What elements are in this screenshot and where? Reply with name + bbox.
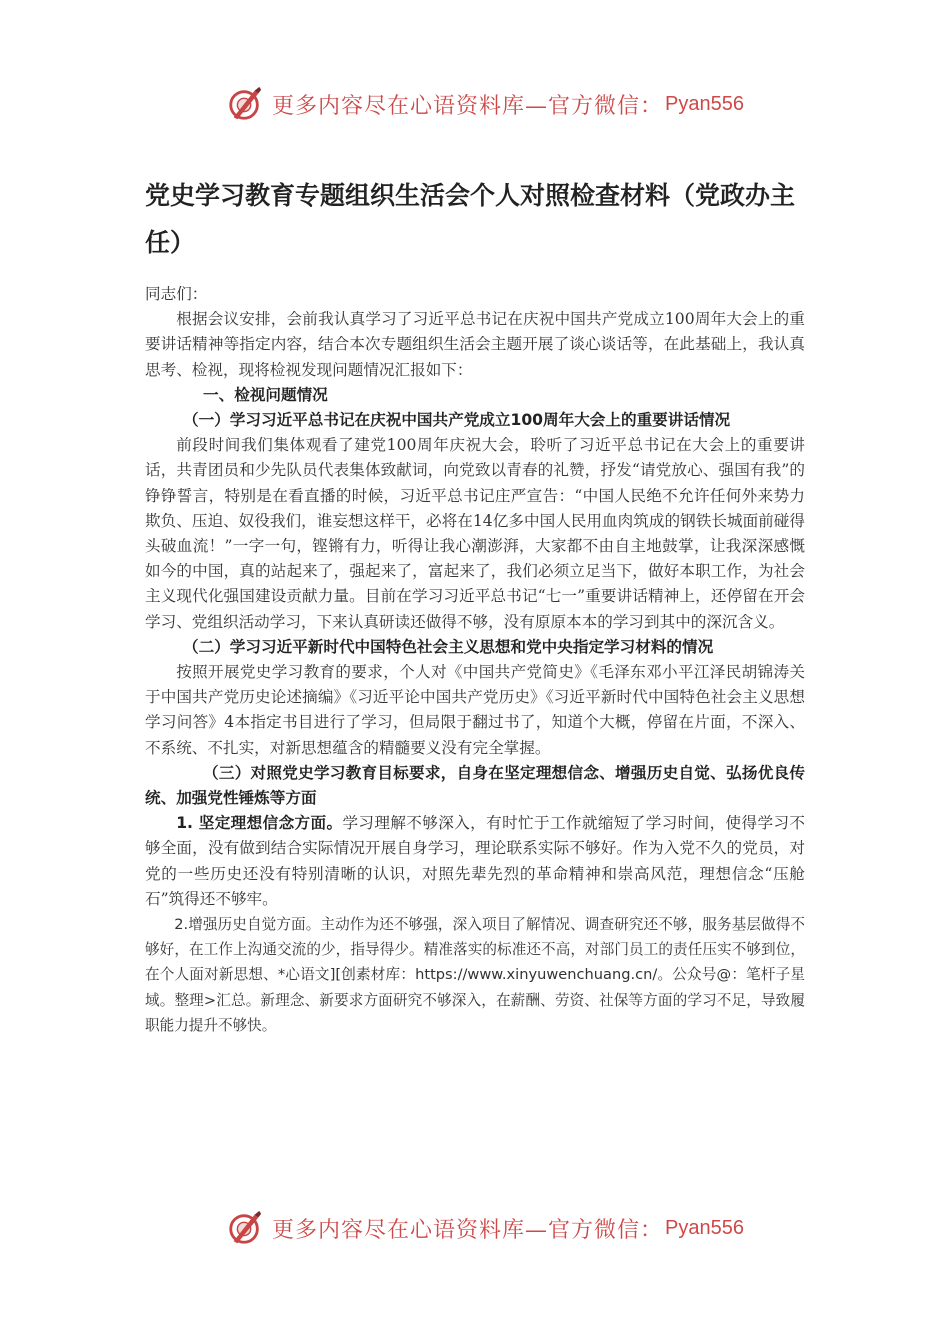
banner-text: 更多内容尽在心语资料库—官方微信： <box>272 1217 664 1243</box>
item-2-body: 主动作为还不够强，深入项目了解情况、调查研究还不够，服务基层做得不够好，在工作上沟通交流的少，指导得少。精准落实的标准还不高，对部门员工的责任压实不够到位，在个人面对新思想、*心语文][创素材库：https://www.xinyuwenchuang.cn/。公众号@：笔杆子星域。整理>汇总。新理念、新要求方面研究不够深入，在薪酬、劳资、社保等方面的学习不足，导致履职能力提升不够快。 <box>145 916 805 1034</box>
item-2-paragraph <box>145 912 805 1038</box>
subsection-body-2: 按照开展党史学习教育的要求，个人对《中国共产党简史》《毛泽东邓小平江泽民胡锦涛关于中国共产党历史论述摘编》《习近平论中国共产党历史》《习近平新时代中国特色社会主义思想学习问答》4本指定书目进行了学习，但局限于翻过书了，知道个大概，停留在片面，不深入、不系统、不扎实，对新思想蕴含的精髓要义没有完全掌握。 <box>145 663 805 757</box>
item-1-paragraph <box>145 811 805 912</box>
footer-banner[interactable] <box>226 1206 744 1250</box>
item-1-lead: 1. 坚定理想信念方面。 <box>176 814 343 833</box>
banner-text: 更多内容尽在心语资料库—官方微信： <box>272 93 664 119</box>
subsection-heading-2: （二）学习习近平新时代中国特色社会主义思想和党中央指定学习材料的情况 <box>183 637 714 656</box>
header-banner[interactable] <box>226 82 744 126</box>
banner-wechat-id: Pyan556 <box>665 1216 744 1239</box>
salutation: 同志们： <box>145 285 208 303</box>
item-1-body: 学习理解不够深入，有时忙于工作就缩短了学习时间，使得学习不够全面，没有做到结合实际情况开展自身学习，理论联系实际不够好。作为入党不久的党员，对党的一些历史还没有特别清晰的认识，对照先辈先烈的革命精神和崇高风范，理想信念“压舱石”筑得还不够牢。 <box>145 814 805 908</box>
subsection-heading-1: （一）学习习近平总书记在庆祝中国共产党成立100周年大会上的重要讲话情况 <box>183 411 731 430</box>
item-2-lead: 2.增强历史自觉方面。 <box>174 916 321 934</box>
banner-wechat-id: Pyan556 <box>665 92 744 115</box>
document-body <box>145 282 805 1038</box>
intro-paragraph: 根据会议安排，会前我认真学习了习近平总书记在庆祝中国共产党成立100周年大会上的重要讲话精神等指定内容，结合本次专题组织生活会主题开展了谈心谈话等，在此基础上，我认真思考、检视，现将检视发现问题情况汇报如下： <box>145 310 805 379</box>
section-heading: 一、检视问题情况 <box>203 385 328 404</box>
page-title: 党史学习教育专题组织生活会个人对照检查材料（党政办主任） <box>145 181 796 257</box>
subsection-body-1: 前段时间我们集体观看了建党100周年庆祝大会，聆听了习近平总书记在大会上的重要讲话，共青团员和少先队员代表集体致献词，向党致以青春的礼赞，抒发“请党放心、强国有我”的铮铮誓言，特别是在看直播的时候，习近平总书记庄严宣告：“中国人民绝不允许任何外来势力欺负、压迫、奴役我们，谁妄想这样干，必将在14亿多中国人民用血肉筑成的钢铁长城面前碰得头破血流！”一字一句，铿锵有力，听得让我心潮澎湃，大家都不由自主地鼓掌，让我深深感慨如今的中国，真的站起来了，强起来了，富起来了，我们必须立足当下，做好本职工作，为社会主义现代化强国建设贡献力量。目前在学习习近平总书记“七一”重要讲话精神上，还停留在开会学习、党组织活动学习，下来认真研读还做得不够，没有原原本本的学习到其中的深沉含义。 <box>145 436 805 631</box>
subsection-heading-3: （三）对照党史学习教育目标要求，自身在坚定理想信念、增强历史自觉、弘扬优良传统、加强党性锤炼等方面 <box>145 763 805 808</box>
pen-logo-icon <box>226 85 264 123</box>
pen-logo-icon <box>226 1209 264 1247</box>
